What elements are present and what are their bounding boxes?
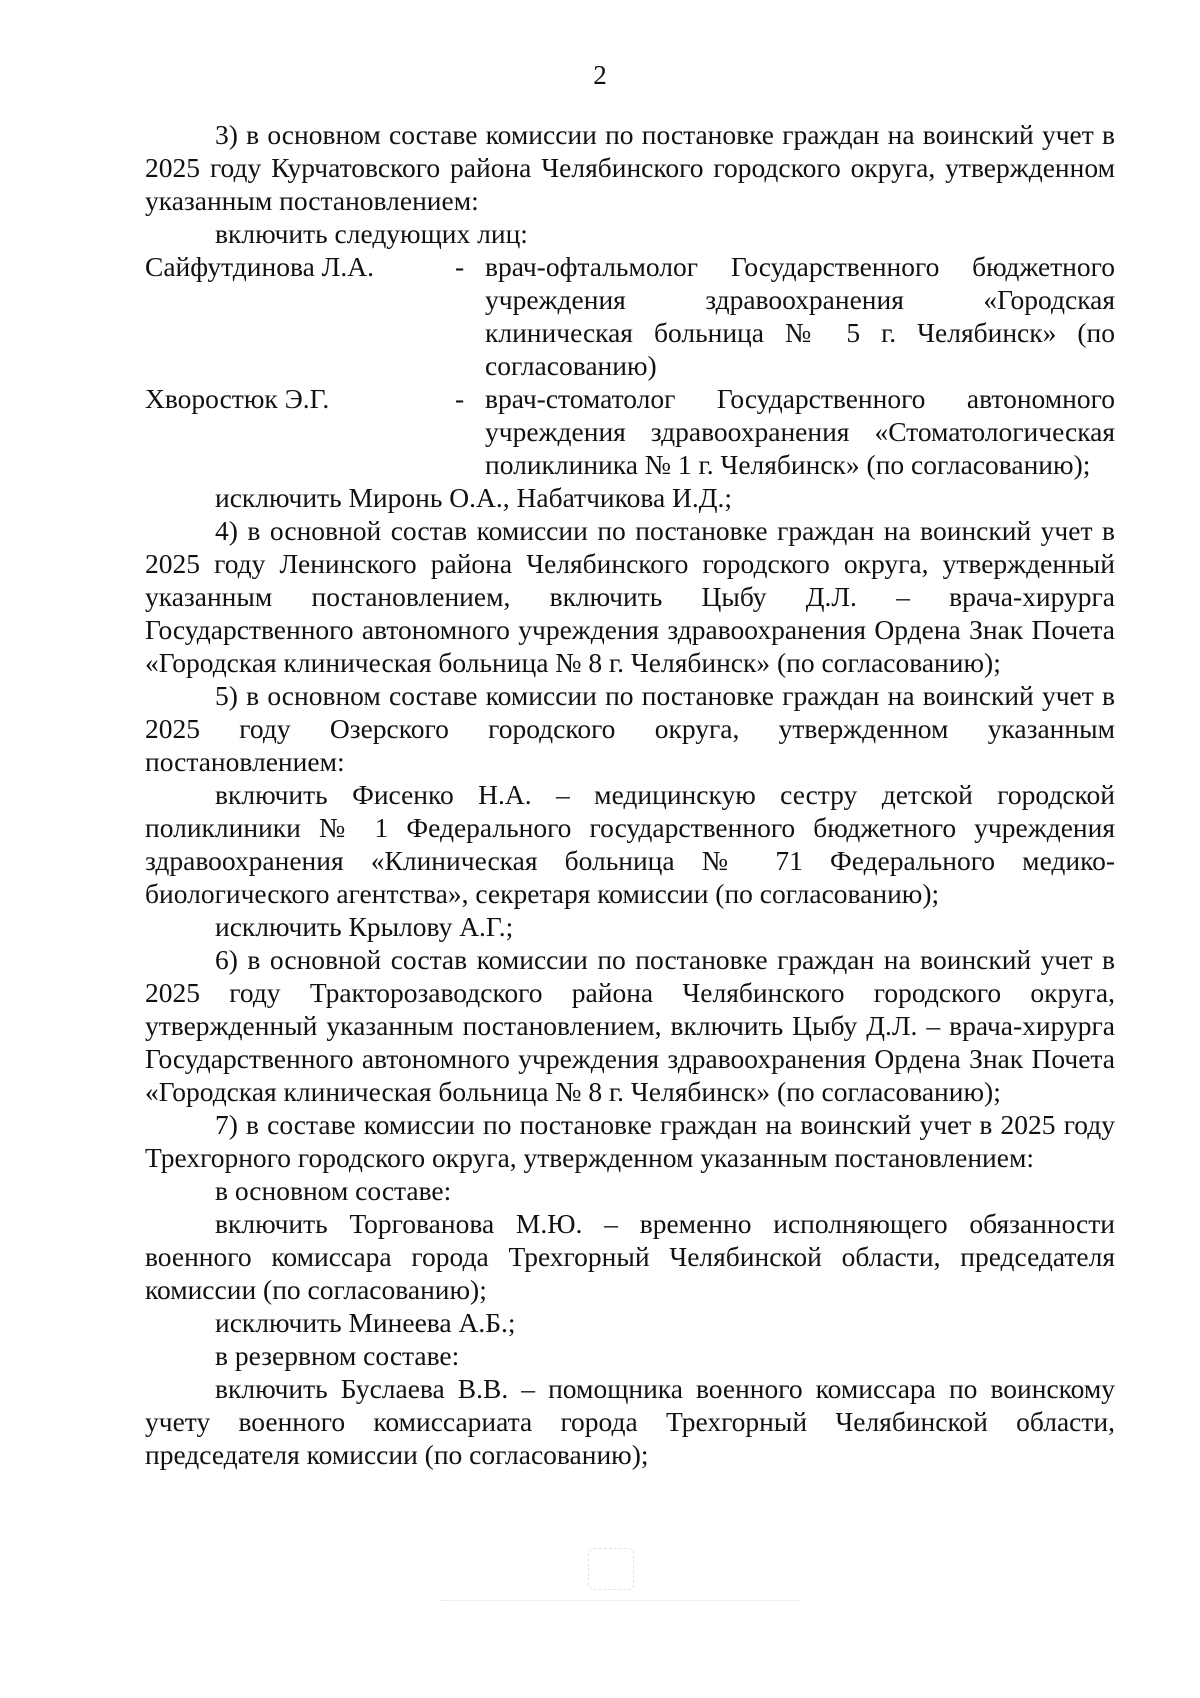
faint-stamp-mark	[588, 1548, 634, 1590]
paragraph-5-exclude: исключить Крылову А.Г.;	[215, 911, 514, 942]
person-name: Хворостюк Э.Г.	[145, 383, 330, 414]
paragraph-7-main: в основном составе:	[215, 1175, 452, 1206]
paragraph-5-intro: 5) в основном составе комиссии по постановке граждан на воинский учет в 2025 году Озерского городского округа, утвержденном указанным постановлением:	[145, 680, 1115, 777]
paragraph-3-include: включить следующих лиц:	[215, 218, 528, 249]
paragraph-7-reserve-include: включить Буслаева В.В. – помощника военного комиссара по воинскому учету военного комиссариата города Трехгорный Челябинской области, председателя комиссии (по согласованию);	[145, 1373, 1115, 1470]
person-name: Сайфутдинова Л.А.	[145, 251, 374, 282]
paragraph-7-main-include: включить Торгованова М.Ю. – временно исполняющего обязанности военного комиссара города Трехгорный Челябинской области, председателя комиссии (по согласованию);	[145, 1208, 1115, 1305]
paragraph-7-reserve: в резервном составе:	[215, 1340, 460, 1371]
person-entry	[145, 250, 1115, 382]
paragraph-3-exclude: исключить Миронь О.А., Набатчикова И.Д.;	[215, 482, 733, 513]
person-dash: -	[455, 383, 465, 414]
paragraph-4: 4) в основной состав комиссии по постановке граждан на воинский учет в 2025 году Ленинского района Челябинского городского округа, утвержденный указанным постановлением, включить Цыбу Д.Л. – врача-хирурга Государственного автономного учреждения здравоохранения Ордена Знак Почета «Городская клиническая больница № 8 г. Челябинск» (по согласованию);	[145, 515, 1115, 678]
person-description: врач-офтальмолог Государственного бюджетного учреждения здравоохранения «Городская клиническая больница № 5 г. Челябинск» (по согласованию)	[485, 251, 1115, 381]
paragraph-6: 6) в основной состав комиссии по постановке граждан на воинский учет в 2025 году Тракторозаводского района Челябинского городского округа, утвержденный указанным постановлением, включить Цыбу Д.Л. – врача-хирурга Государственного автономного учреждения здравоохранения Ордена Знак Почета «Городская клиническая больница № 8 г. Челябинск» (по согласованию);	[145, 944, 1115, 1107]
paragraph-7-intro: 7) в составе комиссии по постановке граждан на воинский учет в 2025 году Трехгорного городского округа, утвержденном указанным постановлением:	[145, 1109, 1115, 1173]
faint-scan-artifact	[440, 1600, 800, 1602]
document-body	[145, 118, 1115, 1471]
page-number: 2	[593, 60, 607, 90]
paragraph-3-intro: 3) в основном составе комиссии по постановке граждан на воинский учет в 2025 году Курчатовского района Челябинского городского округа, утвержденном указанным постановлением:	[145, 119, 1115, 216]
person-description: врач-стоматолог Государственного автономного учреждения здравоохранения «Стоматологическая поликлиника № 1 г. Челябинск» (по согласованию);	[485, 383, 1115, 480]
paragraph-5-include: включить Фисенко Н.А. – медицинскую сестру детской городской поликлиники № 1 Федерального государственного бюджетного учреждения здравоохранения «Клиническая больница № 71 Федерального медико-биологического агентства», секретаря комиссии (по согласованию);	[145, 779, 1115, 909]
person-entry	[145, 382, 1115, 481]
paragraph-7-main-exclude: исключить Минеева А.Б.;	[215, 1307, 516, 1338]
person-dash: -	[455, 251, 465, 282]
